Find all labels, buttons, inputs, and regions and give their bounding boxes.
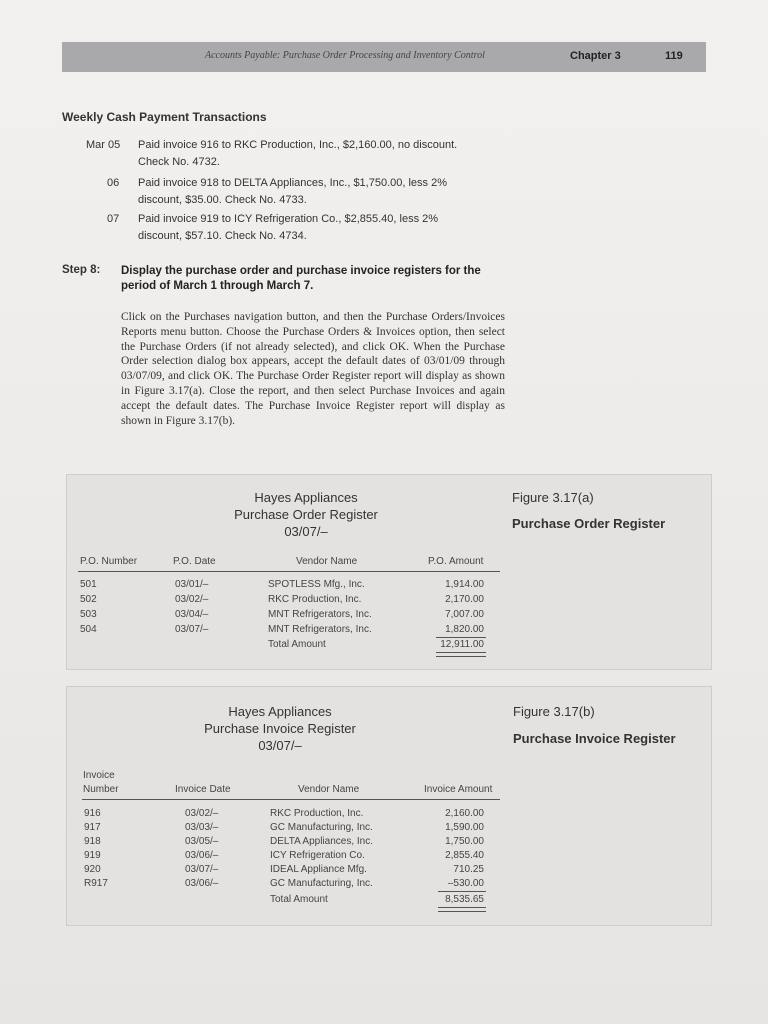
invoice-date: 03/05/– — [185, 836, 219, 847]
transaction-date: 07 — [107, 213, 120, 225]
figure-caption-number: Figure 3.17(b) — [513, 704, 595, 719]
page-number: 119 — [665, 50, 683, 62]
total-amount: 12,911.00 — [440, 639, 484, 650]
total-double-rule — [436, 652, 486, 657]
column-header: P.O. Amount — [428, 556, 484, 567]
po-amount: 7,007.00 — [445, 609, 484, 620]
section-title: Weekly Cash Payment Transactions — [62, 110, 267, 124]
invoice-number: 918 — [84, 836, 101, 847]
column-header: Invoice Date — [175, 784, 231, 795]
transaction-date: 06 — [107, 177, 120, 189]
report-company: Hayes Appliances — [254, 490, 358, 505]
vendor-name: SPOTLESS Mfg., Inc. — [268, 579, 365, 590]
invoice-amount: 1,590.00 — [445, 822, 484, 833]
column-header: Number — [83, 784, 119, 795]
header-rule — [82, 799, 500, 800]
po-amount: 2,170.00 — [445, 594, 484, 605]
vendor-name: GC Manufacturing, Inc. — [270, 822, 373, 833]
invoice-amount: –530.00 — [447, 878, 484, 889]
po-number: 503 — [80, 609, 97, 620]
figure-caption-name: Purchase Order Register — [512, 516, 666, 531]
invoice-number: 916 — [84, 808, 101, 819]
vendor-name: DELTA Appliances, Inc. — [270, 836, 374, 847]
invoice-date: 03/06/– — [185, 878, 219, 889]
invoice-amount: 1,750.00 — [445, 836, 484, 847]
column-header: P.O. Number — [80, 556, 138, 567]
report-date: 03/07/– — [258, 738, 302, 753]
transaction-line: Paid invoice 918 to DELTA Appliances, Inc., $1,750.00, less 2% — [138, 177, 448, 189]
report-title: Purchase Invoice Register — [204, 721, 356, 736]
po-number: 501 — [80, 579, 97, 590]
figure-caption-name: Purchase Invoice Register — [513, 731, 676, 746]
po-date: 03/02/– — [175, 594, 209, 605]
step-instructions: Click on the Purchases navigation button, and then the Purchase Orders/Invoices Reports menu button. Choose the Purchase Orders & Invoices option, then select the Purchase Orders (if not already selected), and click OK. When the Purchase Order selection dialog box appears, accept the default dates of 03/01/09 through 03/07/09, and click OK. The Purchase Order Register report will display as shown in Figure 3.17(a). Close the report, and then select Purchase Invoices and again accept the default dates. The Purchase Invoice Register report will display as shown in Figure 3.17(b). — [121, 311, 505, 427]
po-number: 502 — [80, 594, 97, 605]
invoice-date: 03/07/– — [185, 864, 219, 875]
total-double-rule — [438, 907, 486, 912]
step-label: Step 8: — [62, 264, 101, 276]
invoice-number: R917 — [84, 878, 108, 889]
invoice-date: 03/06/– — [185, 850, 219, 861]
header-chapter: Chapter 3 — [570, 50, 621, 62]
invoice-number: 917 — [84, 822, 101, 833]
po-date: 03/07/– — [175, 624, 209, 635]
total-label: Total Amount — [268, 639, 326, 650]
column-header: Vendor Name — [296, 556, 358, 567]
column-header: P.O. Date — [173, 556, 216, 567]
po-amount: 1,914.00 — [445, 579, 484, 590]
total-label: Total Amount — [270, 894, 328, 905]
invoice-amount: 710.25 — [453, 864, 484, 875]
transaction-line: Paid invoice 916 to RKC Production, Inc., $2,160.00, no discount. — [138, 139, 458, 151]
column-header: Invoice Amount — [424, 784, 493, 795]
invoice-date: 03/02/– — [185, 808, 219, 819]
header-rule — [78, 571, 500, 572]
report-date: 03/07/– — [284, 524, 328, 539]
transaction-line: discount, $35.00. Check No. 4733. — [138, 194, 307, 206]
invoice-date: 03/03/– — [185, 822, 219, 833]
header-subtitle: Accounts Payable: Purchase Order Processing and Inventory Control — [205, 50, 485, 61]
po-amount: 1,820.00 — [445, 624, 484, 635]
figure-panel-b — [66, 686, 712, 926]
report-company: Hayes Appliances — [228, 704, 332, 719]
step-title: Display the purchase order and purchase invoice registers for the period of March 1 through March 7. — [121, 265, 481, 292]
vendor-name: RKC Production, Inc. — [268, 594, 362, 605]
vendor-name: MNT Refrigerators, Inc. — [268, 609, 372, 620]
invoice-amount: 2,855.40 — [445, 850, 484, 861]
column-header: Vendor Name — [298, 784, 360, 795]
subtotal-rule — [438, 891, 486, 892]
vendor-name: MNT Refrigerators, Inc. — [268, 624, 372, 635]
po-number: 504 — [80, 624, 97, 635]
report-title: Purchase Order Register — [234, 507, 378, 522]
vendor-name: IDEAL Appliance Mfg. — [270, 864, 367, 875]
invoice-amount: 2,160.00 — [445, 808, 484, 819]
transaction-date: Mar 05 — [86, 139, 121, 151]
subtotal-rule — [436, 637, 486, 638]
vendor-name: ICY Refrigeration Co. — [270, 850, 365, 861]
po-date: 03/01/– — [175, 579, 209, 590]
total-amount: 8,535.65 — [445, 894, 484, 905]
transaction-line: discount, $57.10. Check No. 4734. — [138, 230, 307, 242]
invoice-number: 919 — [84, 850, 101, 861]
transaction-line: Check No. 4732. — [138, 156, 220, 168]
vendor-name: GC Manufacturing, Inc. — [270, 878, 373, 889]
column-header: Invoice — [83, 770, 115, 781]
invoice-number: 920 — [84, 864, 101, 875]
vendor-name: RKC Production, Inc. — [270, 808, 364, 819]
po-date: 03/04/– — [175, 609, 209, 620]
transaction-line: Paid invoice 919 to ICY Refrigeration Co., $2,855.40, less 2% — [138, 213, 439, 225]
figure-caption-number: Figure 3.17(a) — [512, 490, 594, 505]
